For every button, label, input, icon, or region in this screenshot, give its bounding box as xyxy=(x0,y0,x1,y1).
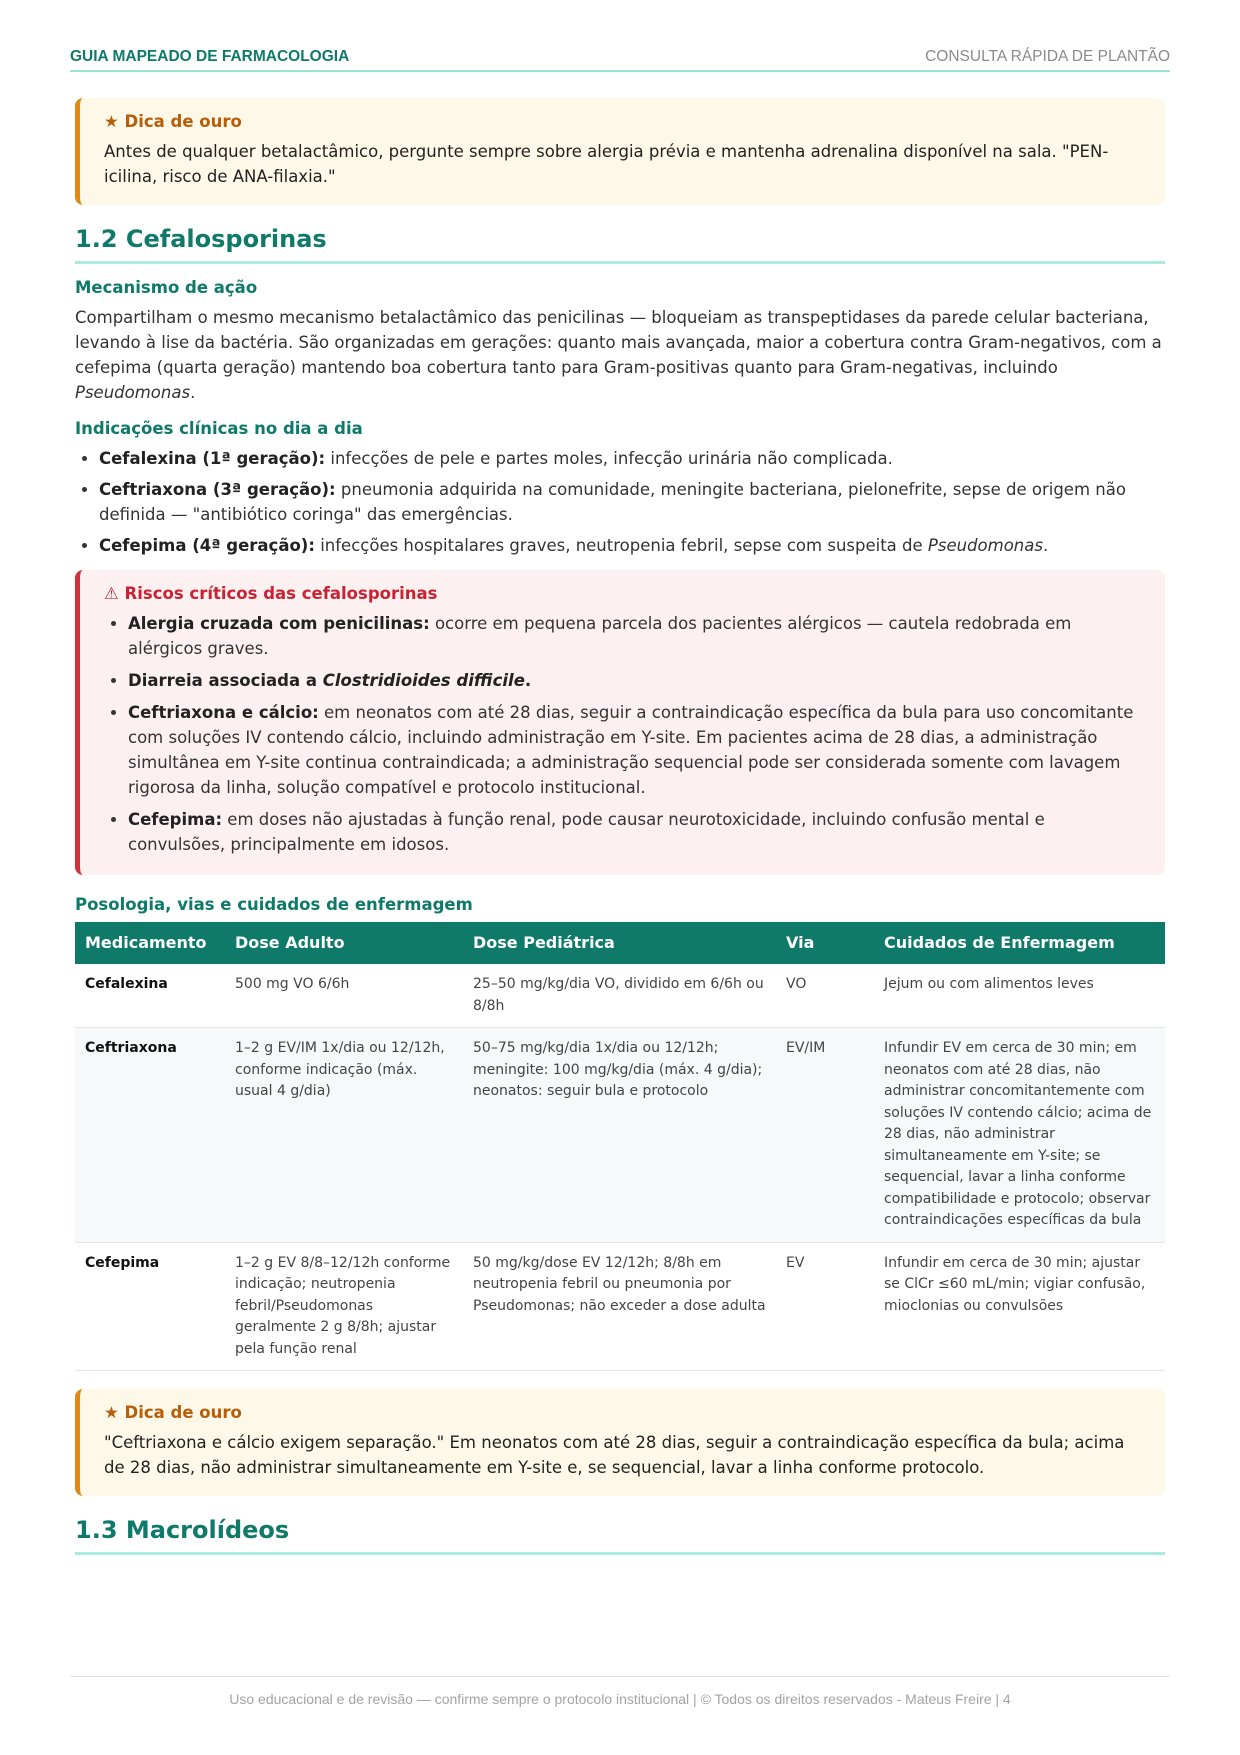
table-cell: EV xyxy=(776,1242,874,1371)
table-cell: 50 mg/kg/dose EV 12/12h; 8/8h em neutropenia febril ou pneumonia por Pseudomonas; não exceder a dose adulta xyxy=(463,1242,776,1371)
callout-title xyxy=(104,112,1141,131)
list-item xyxy=(99,477,1165,527)
risk-text: em neonatos com até 28 dias, seguir a contraindicação específica da bula para uso concomitante com soluções IV contendo cálcio, incluindo administração em Y-site. Em pacientes acima de 28 dias, a administração simultânea em Y-site continua contraindicada; a administração sequencial pode ser considerada somente com lavagem rigorosa da linha, solução compatível e protocolo institucional. xyxy=(128,703,1134,797)
risks-list xyxy=(104,611,1141,857)
list-item xyxy=(99,533,1165,558)
table-cell: Infundir EV em cerca de 30 min; em neonatos com até 28 dias, não administrar concomitantemente com soluções IV contendo cálcio; acima de 28 dias, não administrar simultaneamente em Y-site; se sequencial, lavar a linha conforme compatibilidade e protocolo; observar contraindicações específicas da bula xyxy=(874,1028,1165,1243)
column-header: Via xyxy=(776,922,874,964)
risk-label: Alergia cruzada com penicilinas: xyxy=(128,614,430,633)
table-cell: 25–50 mg/kg/dia VO, dividido em 6/6h ou 8/8h xyxy=(463,964,776,1028)
indications-heading: Indicações clínicas no dia a dia xyxy=(75,419,363,438)
mechanism-italic: Pseudomonas xyxy=(75,383,191,402)
callout-title-text: Riscos críticos das cefalosporinas xyxy=(124,584,438,603)
list-item xyxy=(99,446,1165,471)
table-cell: Infundir em cerca de 30 min; ajustar se ClCr ≤60 mL/min; vigiar confusão, mioclonias ou convulsões xyxy=(874,1242,1165,1371)
drug-label: Ceftriaxona (3ª geração): xyxy=(99,480,336,499)
gold-tip-callout xyxy=(75,1389,1165,1496)
mechanism-end: . xyxy=(190,383,196,402)
risk-end: . xyxy=(524,671,532,690)
table-header-row xyxy=(75,922,1165,964)
star-icon: ★ xyxy=(104,1403,119,1422)
table-row xyxy=(75,964,1165,1028)
table-cell: EV/IM xyxy=(776,1028,874,1243)
list-item xyxy=(128,807,1141,857)
risk-label: Ceftriaxona e cálcio: xyxy=(128,703,319,722)
table-cell: 50–75 mg/kg/dia 1x/dia ou 12/12h; meningite: 100 mg/kg/dia (máx. 4 g/dia); neonatos: seguir bula e protocolo xyxy=(463,1028,776,1243)
mechanism-paragraph xyxy=(75,305,1165,405)
callout-title-text: Dica de ouro xyxy=(124,112,242,131)
page-content xyxy=(75,98,1165,1569)
guide-subtitle: CONSULTA RÁPIDA DE PLANTÃO xyxy=(925,48,1170,65)
table-row xyxy=(75,1242,1165,1371)
drug-label: Cefepima (4ª geração): xyxy=(99,536,315,555)
column-header: Medicamento xyxy=(75,922,225,964)
indication-text: pneumonia adquirida na comunidade, meningite bacteriana, pielonefrite, sepse de origem não definida — "antibiótico coringa" das emergências. xyxy=(99,480,1126,524)
table-cell: 1–2 g EV 8/8–12/12h conforme indicação; neutropenia febril/Pseudomonas geralmente 2 g 8/8h; ajustar pela função renal xyxy=(225,1242,463,1371)
risk-label: Cefepima: xyxy=(128,810,223,829)
star-icon: ★ xyxy=(104,112,119,131)
risk-italic: Clostridioides difficile xyxy=(322,671,525,690)
table-cell: Cefalexina xyxy=(75,964,225,1028)
mechanism-text: Compartilham o mesmo mecanismo betalactâmico das penicilinas — bloqueiam as transpeptidases da parede celular bacteriana, levando à lise da bactéria. São organizadas em gerações: quanto mais avançada, maior a cobertura contra Gram-negativos, com a cefepima (quarta geração) mantendo boa cobertura tanto para Gram-positivas quanto para Gram-negativas, incluindo xyxy=(75,308,1162,377)
indication-text: infecções hospitalares graves, neutropenia febril, sepse com suspeita de xyxy=(314,536,928,555)
callout-text: Antes de qualquer betalactâmico, pergunte sempre sobre alergia prévia e mantenha adrenalina disponível na sala. "PEN-icilina, risco de ANA-filaxia." xyxy=(104,142,1109,186)
mechanism-heading: Mecanismo de ação xyxy=(75,278,258,297)
guide-title: GUIA MAPEADO DE FARMACOLOGIA xyxy=(70,48,350,65)
drug-label: Cefalexina (1ª geração): xyxy=(99,449,326,468)
list-item xyxy=(128,611,1141,661)
warning-icon: ⚠ xyxy=(104,584,119,603)
indication-end: . xyxy=(1042,536,1049,555)
table-cell: Jejum ou com alimentos leves xyxy=(874,964,1165,1028)
indications-list xyxy=(75,446,1165,558)
callout-title xyxy=(104,584,1141,603)
section-title: 1.2 Cefalosporinas xyxy=(75,225,1165,264)
table-cell: 500 mg VO 6/6h xyxy=(225,964,463,1028)
table-row xyxy=(75,1028,1165,1243)
page-header xyxy=(70,44,1170,72)
dosing-heading: Posologia, vias e cuidados de enfermagem xyxy=(75,895,473,914)
dosing-table xyxy=(75,922,1165,1371)
table-cell: Ceftriaxona xyxy=(75,1028,225,1243)
indication-text: infecções de pele e partes moles, infecção urinária não complicada. xyxy=(325,449,893,468)
indication-italic: Pseudomonas xyxy=(927,536,1043,555)
list-item xyxy=(128,668,1141,693)
section-title: 1.3 Macrolídeos xyxy=(75,1516,1165,1555)
callout-title xyxy=(104,1403,1141,1422)
gold-tip-callout xyxy=(75,98,1165,205)
column-header: Dose Pediátrica xyxy=(463,922,776,964)
risks-callout xyxy=(75,570,1165,875)
callout-title-text: Dica de ouro xyxy=(124,1403,242,1422)
callout-text: "Ceftriaxona e cálcio exigem separação." Em neonatos com até 28 dias, seguir a contraindicação específica da bula; acima de 28 dias, não administrar simultaneamente em Y-site e, se sequencial, lavar a linha conforme protocolo. xyxy=(104,1433,1125,1477)
page-footer: Uso educacional e de revisão — confirme sempre o protocolo institucional | © Todos os direitos reservados - Mateus Freire | 4 xyxy=(70,1676,1170,1707)
column-header: Dose Adulto xyxy=(225,922,463,964)
column-header: Cuidados de Enfermagem xyxy=(874,922,1165,964)
risk-text: em doses não ajustadas à função renal, pode causar neurotoxicidade, incluindo confusão mental e convulsões, principalmente em idosos. xyxy=(128,810,1045,854)
risk-text: ocorre em pequena parcela dos pacientes alérgicos — cautela redobrada em alérgicos graves. xyxy=(128,614,1072,658)
table-cell: 1–2 g EV/IM 1x/dia ou 12/12h, conforme indicação (máx. usual 4 g/dia) xyxy=(225,1028,463,1243)
table-cell: Cefepima xyxy=(75,1242,225,1371)
list-item xyxy=(128,700,1141,800)
table-cell: VO xyxy=(776,964,874,1028)
risk-label: Diarreia associada a xyxy=(128,671,323,690)
